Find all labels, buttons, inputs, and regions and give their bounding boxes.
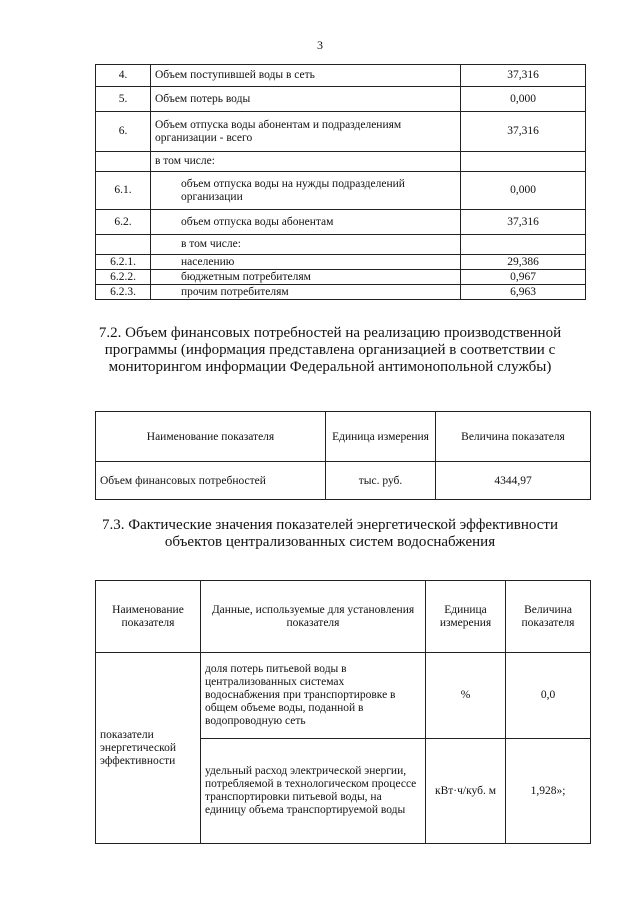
row-number: 5. [96, 87, 151, 112]
row-number: 6.2.3. [96, 285, 151, 300]
row-number: 6. [96, 112, 151, 152]
table-row [96, 270, 586, 285]
row-number: 6.2. [96, 210, 151, 235]
table-row [96, 87, 586, 112]
header-name: Наименование показателя [96, 581, 201, 653]
table-row [96, 172, 586, 210]
row-number: 4. [96, 65, 151, 87]
table-row [96, 152, 586, 172]
row-value: 4344,97 [436, 462, 591, 500]
row-data: доля потерь питьевой воды в централизованных системах водоснабжения при транспортировке в общем объеме воды, поданной в водопроводную сеть [201, 653, 426, 739]
header-name: Наименование показателя [96, 412, 326, 462]
page-number: 3 [317, 38, 323, 52]
row-name: бюджетным потребителям [151, 270, 461, 285]
table-row [96, 235, 586, 255]
row-number: 6.1. [96, 172, 151, 210]
row-value: 37,316 [461, 112, 586, 152]
row-name: в том числе: [151, 235, 461, 255]
row-name: в том числе: [151, 152, 461, 172]
row-name: Объем отпуска воды абонентам и подразделениям организации - всего [151, 112, 461, 152]
table-row [96, 653, 591, 739]
row-unit: кВт·ч/куб. м [426, 739, 506, 844]
financial-needs-table [95, 411, 591, 500]
water-balance-table [95, 64, 586, 300]
row-name: объем отпуска воды на нужды подразделений организации [151, 172, 461, 210]
row-value: 1,928»; [506, 739, 591, 844]
header-unit: Единица измерения [326, 412, 436, 462]
row-name: населению [151, 255, 461, 270]
table-row [96, 462, 591, 500]
row-name: Объем потерь воды [151, 87, 461, 112]
indicator-group-name: показатели энергетической эффективности [96, 653, 201, 844]
row-value: 0,0 [506, 653, 591, 739]
row-value: 0,000 [461, 172, 586, 210]
row-number [96, 152, 151, 172]
row-value: 6,963 [461, 285, 586, 300]
row-value: 0,000 [461, 87, 586, 112]
row-name: Объем поступившей воды в сеть [151, 65, 461, 87]
header-value: Величина показателя [506, 581, 591, 653]
table-row [96, 112, 586, 152]
energy-efficiency-table [95, 580, 591, 844]
row-name: Объем финансовых потребностей [96, 462, 326, 500]
row-value: 37,316 [461, 210, 586, 235]
row-value: 37,316 [461, 65, 586, 87]
table-row [96, 255, 586, 270]
row-unit: тыс. руб. [326, 462, 436, 500]
section-7-3-title: 7.3. Фактические значения показателей энергетической эффективности объектов централизованных систем водоснабжения [102, 517, 558, 550]
row-value: 29,386 [461, 255, 586, 270]
table-row [96, 285, 586, 300]
row-name: прочим потребителям [151, 285, 461, 300]
row-number [96, 235, 151, 255]
table-header-row [96, 581, 591, 653]
header-unit: Единица измерения [426, 581, 506, 653]
row-number: 6.2.2. [96, 270, 151, 285]
row-name: объем отпуска воды абонентам [151, 210, 461, 235]
row-number: 6.2.1. [96, 255, 151, 270]
row-value [461, 152, 586, 172]
row-unit: % [426, 653, 506, 739]
row-data: удельный расход электрической энергии, потребляемой в технологическом процессе транспортировки питьевой воды, на единицу объема транспортируемой воды [201, 739, 426, 844]
table-row [96, 65, 586, 87]
header-value: Величина показателя [436, 412, 591, 462]
header-data: Данные, используемые для установления показателя [201, 581, 426, 653]
row-value: 0,967 [461, 270, 586, 285]
table-header-row [96, 412, 591, 462]
table-row [96, 210, 586, 235]
row-value [461, 235, 586, 255]
section-7-2-title: 7.2. Объем финансовых потребностей на реализацию производственной программы (информация представлена организацией в соответствии с мониторингом информации Федеральной антимонопольной службы) [98, 325, 562, 375]
